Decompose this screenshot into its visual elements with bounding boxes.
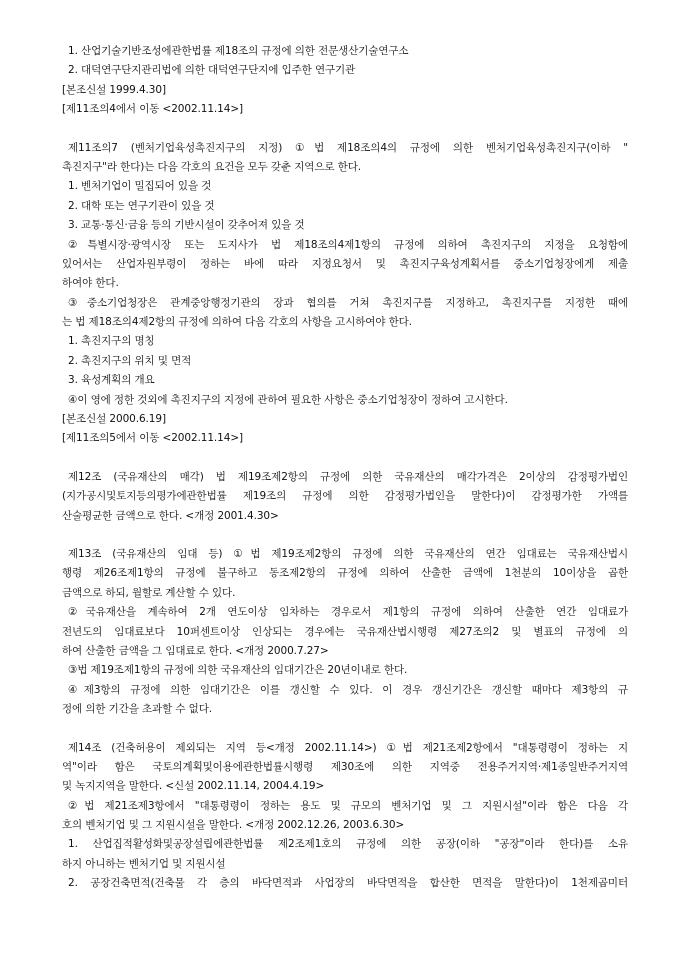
text-line: ④이 영에 정한 것외에 촉진지구의 지정에 관하여 필요한 사항은 중소기업청장이 정하여 고시한다. [68,393,508,406]
text-line: 하여 산출한 금액을 그 임대료로 한다. <개정 2000.7.27> [62,644,329,657]
text-line: 2. 대학 또는 연구기관이 있을 것 [68,199,215,212]
paragraph-gap [62,526,628,545]
text-line: [제11조의4에서 이동 <2002.11.14>] [62,103,244,116]
text-line: [제11조의5에서 이동 <2002.11.14>] [62,432,244,445]
text-line: 호의 벤처기업 및 그 지원시설을 말한다. <개정 2002.12.26, 2003.6.30> [62,819,405,832]
text-line: 하여야 한다. [62,277,119,290]
document-page [62,42,628,894]
paragraph-gap [62,449,628,468]
text-line: 는 법 제18조의4제2항의 규정에 의하여 다음 각호의 사항을 고시하여야 한다. [62,316,412,329]
text-line: ③중소기업청장은 관계중앙행정기관의 장과 협의를 거쳐 촉진지구를 지정하고, 촉진지구를 지정한 때에 [68,296,628,309]
text-line: 역"이라 함은 국토의계획및이용에관한법률시행령 제30조에 의한 지역중 전용주거지역·제1종일반주거지역 [62,760,628,773]
paragraph-gap [62,720,628,739]
paragraph-gap [62,120,628,139]
text-line: ②특별시장·광역시장 또는 도지사가 법 제18조의4제1항의 규정에 의하여 촉진지구의 지정을 요청함에 [68,238,628,251]
text-line: 행령 제26조제1항의 규정에 불구하고 동조제2항의 규정에 의하여 산출한 금액에 1천분의 10이상을 곱한 [62,567,628,580]
text-line: 전년도의 임대료보다 10퍼센트이상 인상되는 경우에는 국유재산법시행령 제27조의2 및 별표의 규정에 의 [62,625,628,638]
text-line: 산술평균한 금액으로 한다. <개정 2001.4.30> [62,509,279,522]
text-line: [본조신설 1999.4.30] [62,83,166,96]
text-line: 1. 산업기술기반조성에관한법률 제18조의 규정에 의한 전문생산기술연구소 [68,45,409,57]
text-line: 제14조 (건축허용이 제외되는 지역 등<개정 2002.11.14>) ①법 제21조제2항에서 "대통령령이 정하는 지 [68,741,628,754]
text-line: [본조신설 2000.6.19] [62,413,166,426]
text-line: 제11조의7 (벤처기업육성촉진지구의 지정) ①법 제18조의4의 규정에 의한 벤처기업육성촉진지구(이하 " [68,141,628,154]
text-line: ②법 제21조제3항에서 "대통령령이 정하는 용도 및 규모의 벤처기업 및 그 지원시설"이라 함은 다음 각 [68,799,628,812]
text-line: 2. 촉진지구의 위치 및 면적 [68,354,192,367]
text-line: 2. 대덕연구단지관리법에 의한 대덕연구단지에 입주한 연구기관 [68,64,356,77]
text-line: 정에 의한 기간을 초과할 수 없다. [62,703,212,716]
text-line: 있어서는 산업자원부령이 정하는 바에 따라 지정요청서 및 촉진지구육성계획서를 중소기업청장에게 제출 [62,257,628,270]
text-line: 및 녹지지역을 말한다. <신설 2002.11.14, 2004.4.19> [62,780,325,793]
text-line: 1. 벤처기업이 밀집되어 있을 것 [68,180,212,193]
text-line: 2. 공장건축면적(건축물 각 층의 바닥면적과 사업장의 바닥면적을 합산한 면적을 말한다)이 1천제곱미터 [68,877,628,890]
text-line: ③법 제19조제1항의 규정에 의한 국유재산의 임대기간은 20년이내로 한다. [68,664,408,677]
text-line: 제13조 (국유재산의 임대 등) ①법 제19조제2항의 규정에 의한 국유재산의 연간 임대료는 국유재산법시 [68,547,628,560]
text-line: ②국유재산을 계속하여 2개 연도이상 임차하는 경우로서 제1항의 규정에 의하여 산출한 연간 임대료가 [68,606,628,619]
text-line: 금액으로 하되, 월할로 계산할 수 있다. [62,586,236,599]
text-line: 하지 아니하는 벤처기업 및 지원시설 [62,857,226,870]
text-line: 1. 촉진지구의 명칭 [68,335,155,348]
text-line: ④제3항의 규정에 의한 임대기간은 이를 갱신할 수 있다. 이 경우 갱신기간은 갱신할 때마다 제3항의 규 [68,683,628,696]
text-line: 제12조 (국유재산의 매각) 법 제19조제2항의 규정에 의한 국유재산의 매각가격은 2이상의 감정평가법인 [68,470,628,483]
text-line: 1. 산업집적활성화및공장설립에관한법률 제2조제1호의 규정에 의한 공장(이하 "공장"이라 한다)를 소유 [68,838,628,851]
text-line: (지가공시및토지등의평가에관한법률 제19조의 규정에 의한 감정평가법인을 말한다)이 감정평가한 가액를 [62,490,628,503]
text-line: 3. 육성계획의 개요 [68,374,155,387]
text-line: 촉진지구"라 한다)는 다음 각호의 요건을 모두 갖춘 지역으로 한다. [62,160,361,173]
text-line: 3. 교통·통신·금융 등의 기반시설이 갖추어져 있을 것 [68,219,305,232]
